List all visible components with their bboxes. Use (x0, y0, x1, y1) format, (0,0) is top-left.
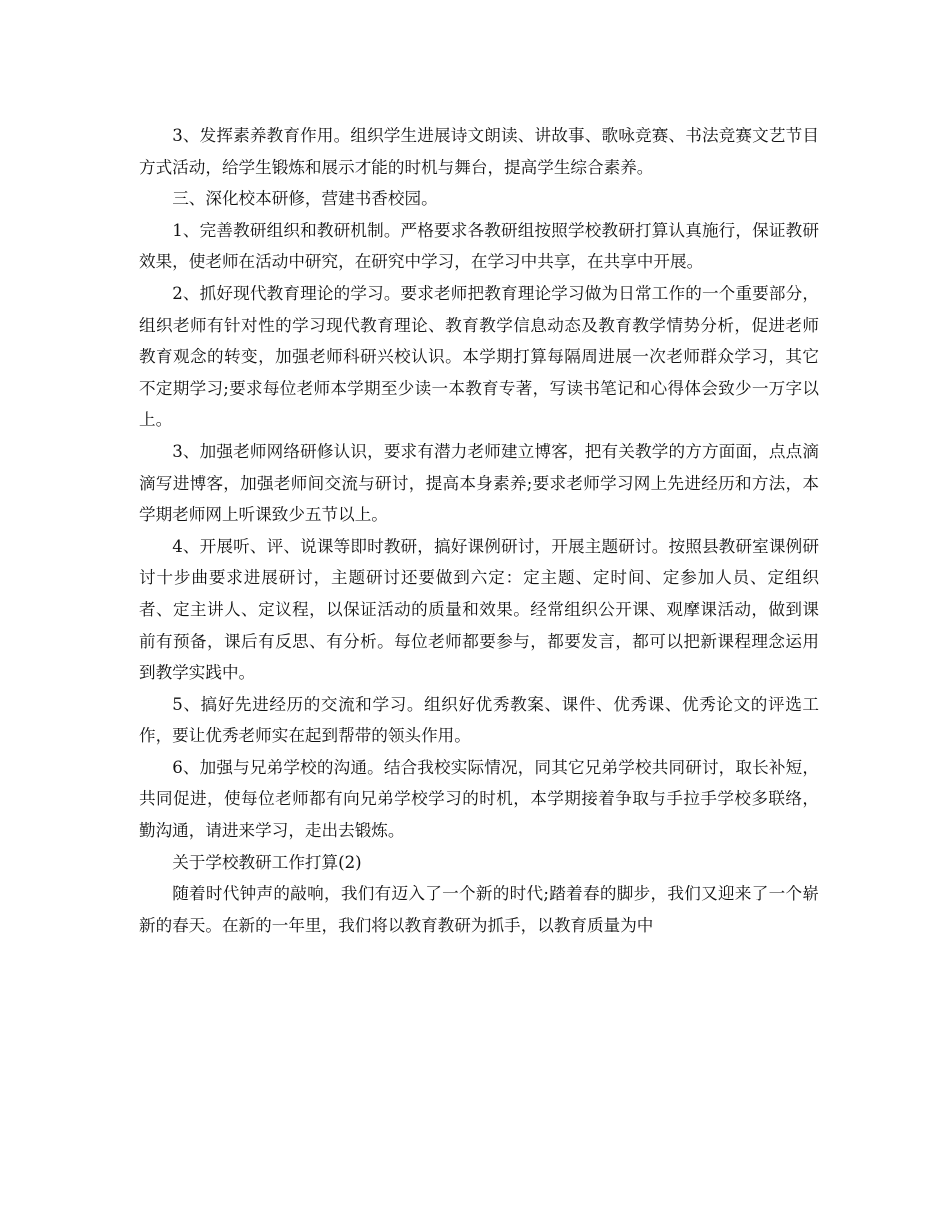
section-heading-school-research: 三、深化校本研修，营建书香校园。 (172, 189, 438, 209)
document-subtitle: 关于学校教研工作打算(2) (172, 852, 362, 872)
paragraph-item-4-lesson-research: 4、开展听、评、说课等即时教研，搞好课例研讨，开展主题研讨。按照县教研室课例研讨十步曲要求进展研讨，主题研讨还要做到六定：定主题、定时间、定参加人员、定组织者、定主讲人、定议程，以保证活动的质量和效果。经常组织公开课、观摩课活动，做到课前有预备，课后有反思、有分析。每位老师都要参与，都要发言，都可以把新课程理念运用到教学实践中。 (139, 536, 819, 683)
document-body (139, 120, 819, 941)
paragraph-item-1-research-mechanism: 1、完善教研组织和教研机制。严格要求各教研组按照学校教研打算认真施行，保证教研效果，使老师在活动中研究，在研究中学习，在学习中共享，在共享中开展。 (139, 220, 819, 272)
paragraph-item-6-sister-schools: 6、加强与兄弟学校的沟通。结合我校实际情况，同其它兄弟学校共同研讨，取长补短，共同促进，使每位老师都有向兄弟学校学习的时机，本学期接着争取与手拉手学校多联络，勤沟通，请进来学习，走出去锻炼。 (139, 757, 819, 841)
paragraph-item-3-network-research: 3、加强老师网络研修认识，要求有潜力老师建立博客，把有关教学的方方面面，点点滴滴写进博客，加强老师间交流与研讨，提高本身素养;要求老师学习网上先进经历和方法，本学期老师网上听课致少五节以上。 (139, 441, 819, 525)
paragraph-item-5-experience-exchange: 5、搞好先进经历的交流和学习。组织好优秀教案、课件、优秀课、优秀论文的评选工作，要让优秀老师实在起到帮带的领头作用。 (139, 694, 819, 746)
paragraph-item-2-theory-study: 2、抓好现代教育理论的学习。要求老师把教育理论学习做为日常工作的一个重要部分，组织老师有针对性的学习现代教育理论、教育教学信息动态及教育教学情势分析，促进老师教育观念的转变，加强老师科研兴校认识。本学期打算每隔周进展一次老师群众学习，其它不定期学习;要求每位老师本学期至少读一本教育专著，写读书笔记和心得体会致少一万字以上。 (139, 283, 819, 430)
paragraph-item-3-quality-education: 3、发挥素养教育作用。组织学生进展诗文朗读、讲故事、歌咏竞赛、书法竞赛文艺节目方式活动，给学生锻炼和展示才能的时机与舞台，提高学生综合素养。 (139, 126, 819, 177)
paragraph-new-era-intro: 随着时代钟声的敲响，我们有迈入了一个新的时代;踏着春的脚步，我们又迎来了一个崭新的春天。在新的一年里，我们将以教育教研为抓手，以教育质量为中 (139, 884, 819, 935)
